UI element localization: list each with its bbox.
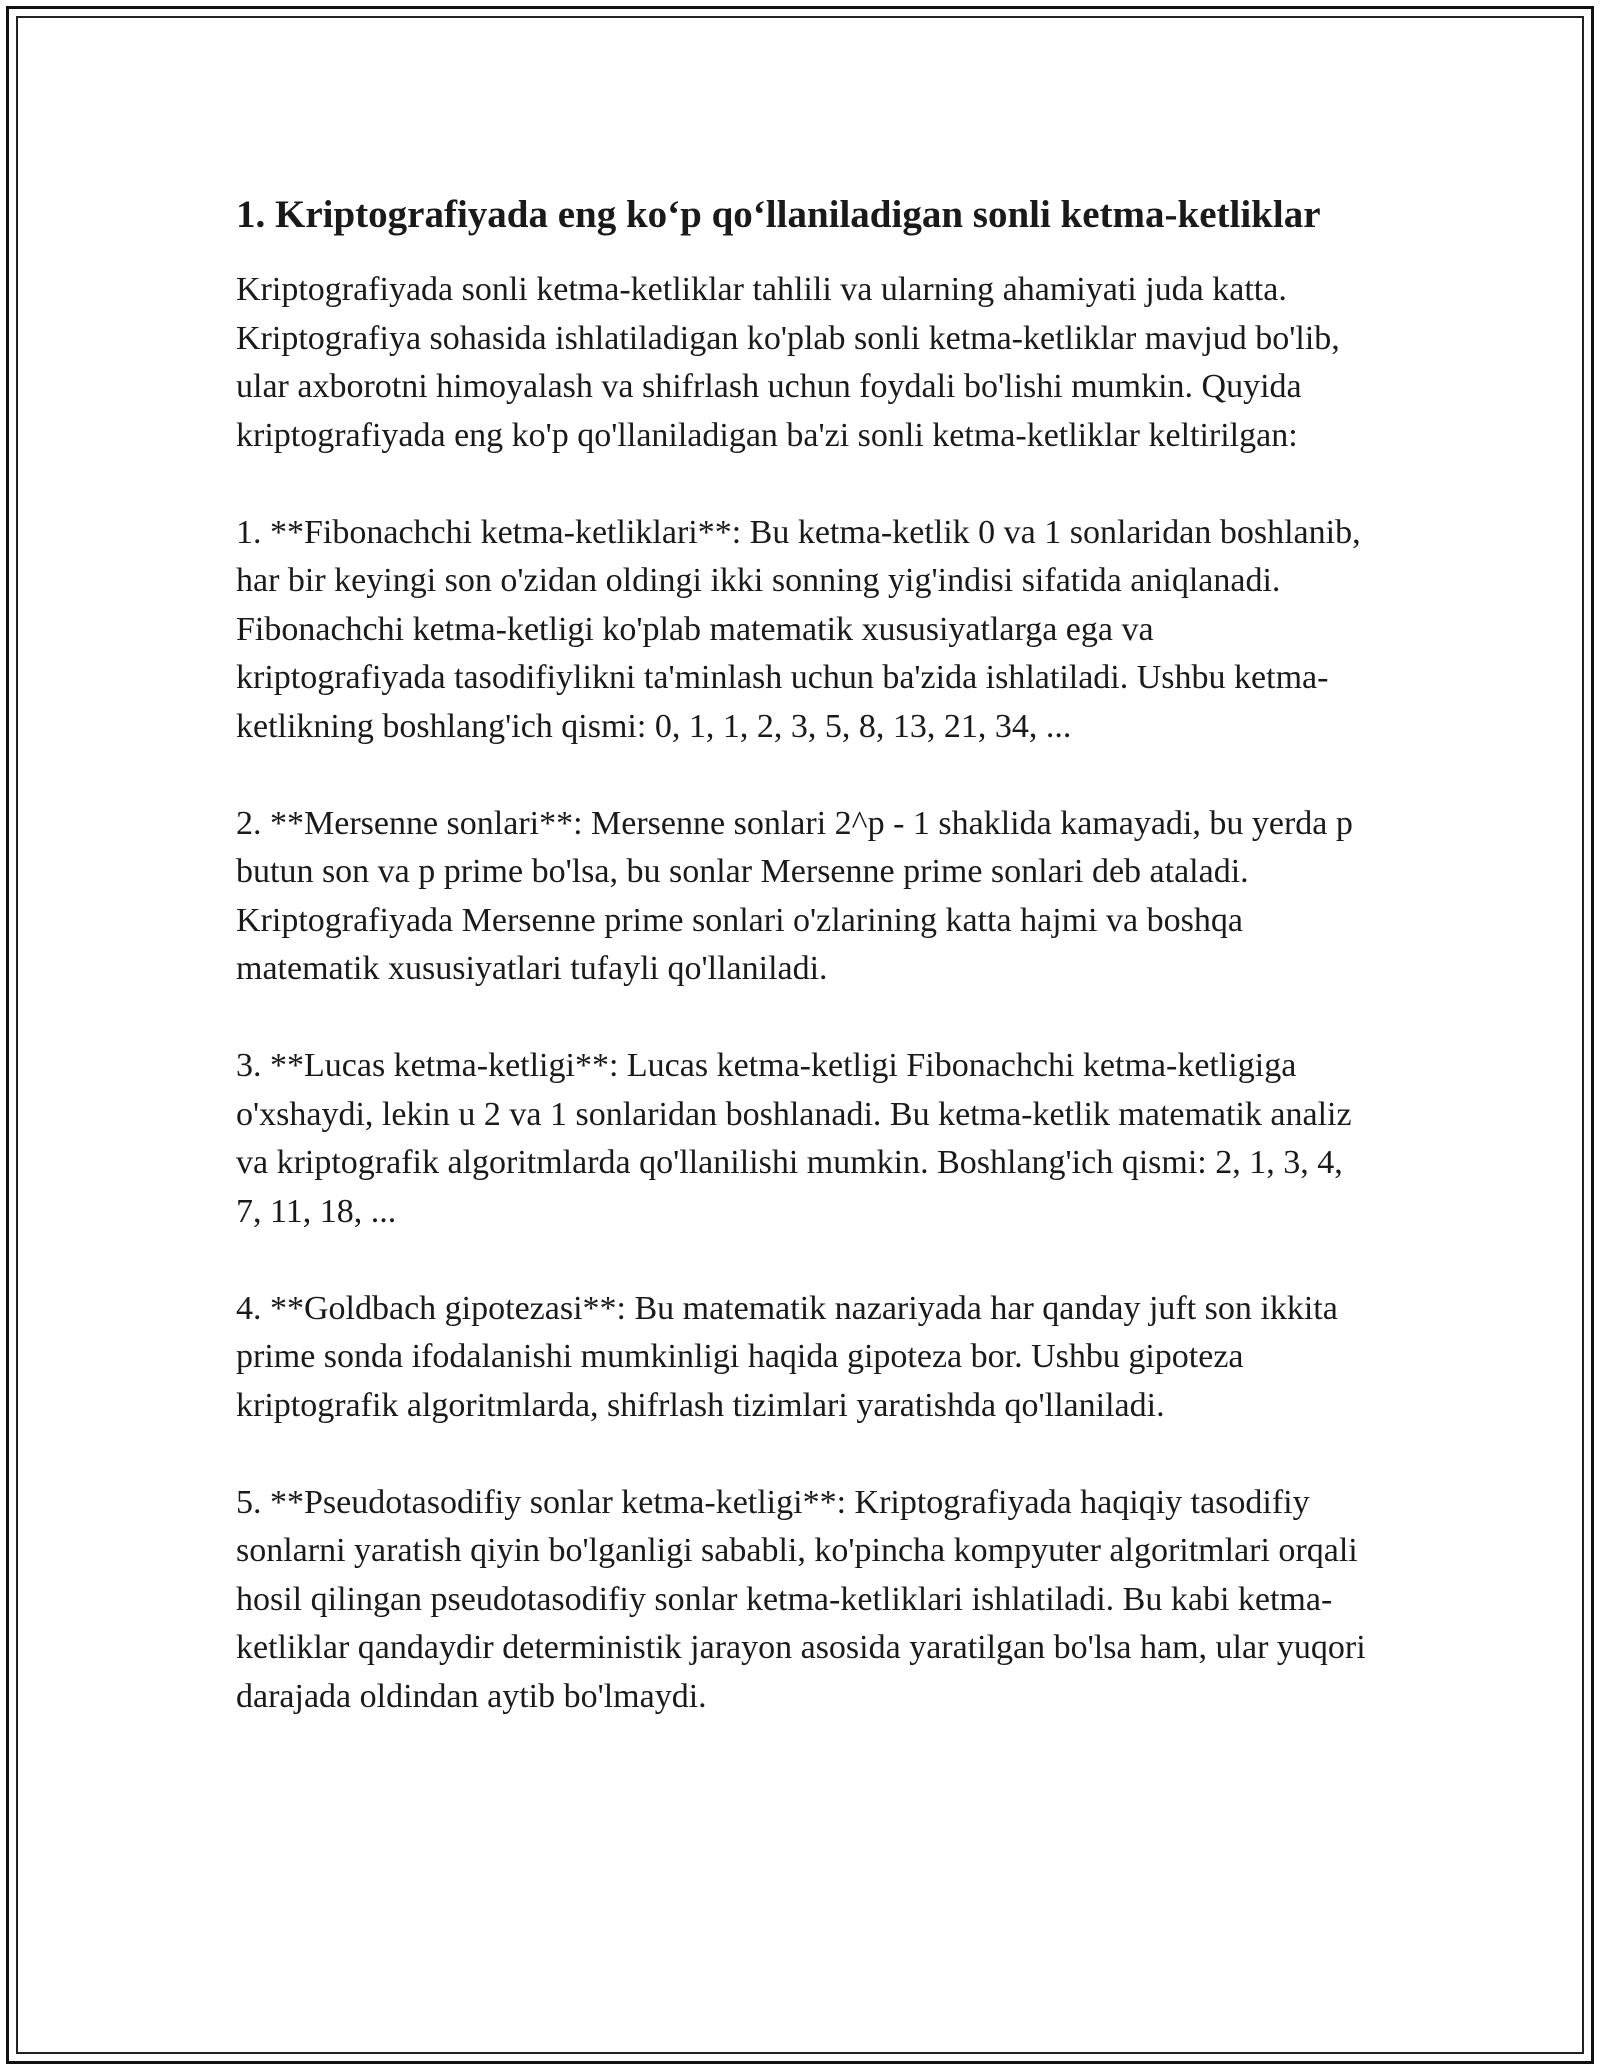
list-item-pseudorandom: 5. **Pseudotasodifiy sonlar ketma-ketligi**: Kriptografiyada haqiqiy tasodifiy sonlarni yaratish qiyin bo'lganligi sababli, ko'pincha kompyuter algoritmlari orqali hosil qilingan pseudotasodifiy sonlar ketma-ketliklari ishlatiladi. Bu kabi ketma-ketliklar qandaydir deterministik jarayon asosida yaratilgan bo'lsa ham, ular yuqori darajada oldindan aytib bo'lmaydi. xyxy=(236,1483,1366,1715)
document-title: 1. Kriptografiyada eng ko‘p qo‘llaniladigan sonli ketma-ketliklar xyxy=(236,193,1321,236)
list-item-lucas: 3. **Lucas ketma-ketligi**: Lucas ketma-ketligi Fibonachchi ketma-ketligiga o'xshaydi, lekin u 2 va 1 sonlaridan boshlanadi. Bu ketma-ketlik matematik analiz va kriptografik algoritmlarda qo'llanilishi mumkin. Boshlang'ich qismi: 2, 1, 3, 4, 7, 11, 18, ... xyxy=(236,1047,1352,1230)
document-body xyxy=(236,186,1366,1770)
list-item-mersenne: 2. **Mersenne sonlari**: Mersenne sonlari 2^p - 1 shaklida kamayadi, bu yerda p butun son va p prime bo'lsa, bu sonlar Mersenne prime sonlari deb ataladi. Kriptografiyada Mersenne prime sonlari o'zlarining katta hajmi va boshqa matematik xususiyatlari tufayli qo'llaniladi. xyxy=(236,804,1353,987)
list-item-goldbach: 4. **Goldbach gipotezasi**: Bu matematik nazariyada har qanday juft son ikkita prime sonda ifodalanishi mumkinligi haqida gipoteza bor. Ushbu gipoteza kriptografik algoritmlarda, shifrlash tizimlari yaratishda qo'llaniladi. xyxy=(236,1289,1338,1424)
intro-paragraph: Kriptografiyada sonli ketma-ketliklar tahlili va ularning ahamiyati juda katta. Kriptografiya sohasida ishlatiladigan ko'plab sonli ketma-ketliklar mavjud bo'lib, ular axborotni himoyalash va shifrlash uchun foydali bo'lishi mumkin. Quyida kriptografiyada eng ko'p qo'llaniladigan ba'zi sonli ketma-ketliklar keltirilgan: xyxy=(236,271,1340,454)
list-item-fibonacci: 1. **Fibonachchi ketma-ketliklari**: Bu ketma-ketlik 0 va 1 sonlaridan boshlanib, har bir keyingi son o'zidan oldingi ikki sonning yig'indisi sifatida aniqlanadi. Fibonachchi ketma-ketligi ko'plab matematik xususiyatlarga ega va kriptografiyada tasodifiylikni ta'minlash uchun ba'zida ishlatiladi. Ushbu ketma-ketlikning boshlang'ich qismi: 0, 1, 1, 2, 3, 5, 8, 13, 21, 34, ... xyxy=(236,513,1361,745)
